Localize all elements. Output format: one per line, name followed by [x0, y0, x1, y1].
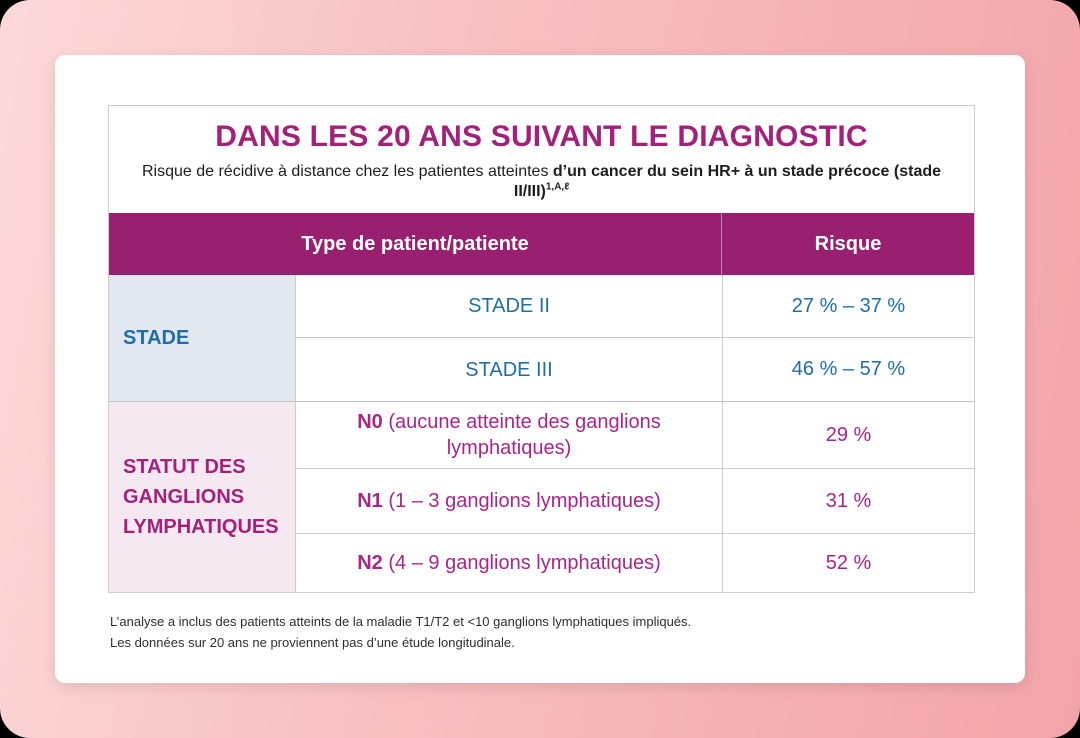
cell-n1 — [296, 469, 722, 533]
row-label: STADE III — [465, 358, 553, 381]
row-label: STADE II — [468, 295, 550, 317]
row-prefix: N2 — [357, 552, 383, 574]
footnotes — [108, 611, 975, 654]
row-label: (4 – 9 ganglions lymphatiques) — [382, 552, 661, 574]
risk-table — [108, 105, 975, 593]
subtitle-bold-text: d’un cancer du sein HR+ à un stade précoce (stade II/III) — [513, 163, 942, 200]
row-label: (1 – 3 ganglions lymphatiques) — [382, 490, 661, 512]
cell-stade-ii — [296, 275, 722, 337]
lymph-node-rows — [295, 402, 974, 592]
page-subtitle — [115, 163, 968, 200]
cell-risk-n2: 52 % — [722, 534, 974, 592]
row-prefix: N1 — [357, 490, 383, 512]
stade-rows — [295, 275, 974, 401]
table-section-lymph-nodes — [109, 401, 974, 592]
column-header-risk: Risque — [814, 232, 882, 255]
cell-risk-n1: 31 % — [722, 469, 974, 533]
table-title-block — [109, 106, 974, 213]
column-header-patient-type: Type de patient/patiente — [109, 213, 722, 275]
row-header-stade: STADE — [109, 275, 295, 401]
content-area — [108, 105, 975, 654]
subtitle-regular-text: Risque de récidive à distance chez les patientes atteintes — [141, 163, 553, 181]
cell-risk-n0: 29 % — [722, 402, 974, 468]
subtitle-footnote-marker: 1,A,ℓ — [545, 181, 570, 193]
footnote-line-1: L’analyse a inclus des patients atteints de la maladie T1/T2 et <10 ganglions lymphatiques impliqués. — [110, 614, 692, 629]
cell-n2 — [296, 534, 722, 592]
table-row-stade-iii — [296, 337, 974, 401]
cell-stade-iii — [296, 338, 722, 401]
table-row-stade-ii — [296, 275, 974, 337]
table-row-n2 — [296, 533, 974, 592]
table-header-row — [109, 213, 974, 275]
page-title: DANS LES 20 ANS SUIVANT LE DIAGNOSTIC — [215, 120, 868, 154]
table-row-n0 — [296, 402, 974, 468]
footnote-line-2: Les données sur 20 ans ne proviennent pas d’une étude longitudinale. — [110, 635, 515, 651]
row-prefix: N0 — [357, 411, 383, 433]
cell-risk-stade-iii: 46 % – 57 % — [722, 338, 974, 401]
table-section-stade — [109, 275, 974, 401]
table-row-n1 — [296, 468, 974, 533]
row-header-lymph-node-status: STATUT DES GANGLIONS LYMPHATIQUES — [109, 402, 295, 592]
cell-n0 — [296, 402, 722, 468]
row-label: (aucune atteinte des ganglions lymphatiques) — [382, 411, 661, 459]
white-card — [55, 55, 1025, 683]
cell-risk-stade-ii: 27 % – 37 % — [722, 275, 974, 337]
